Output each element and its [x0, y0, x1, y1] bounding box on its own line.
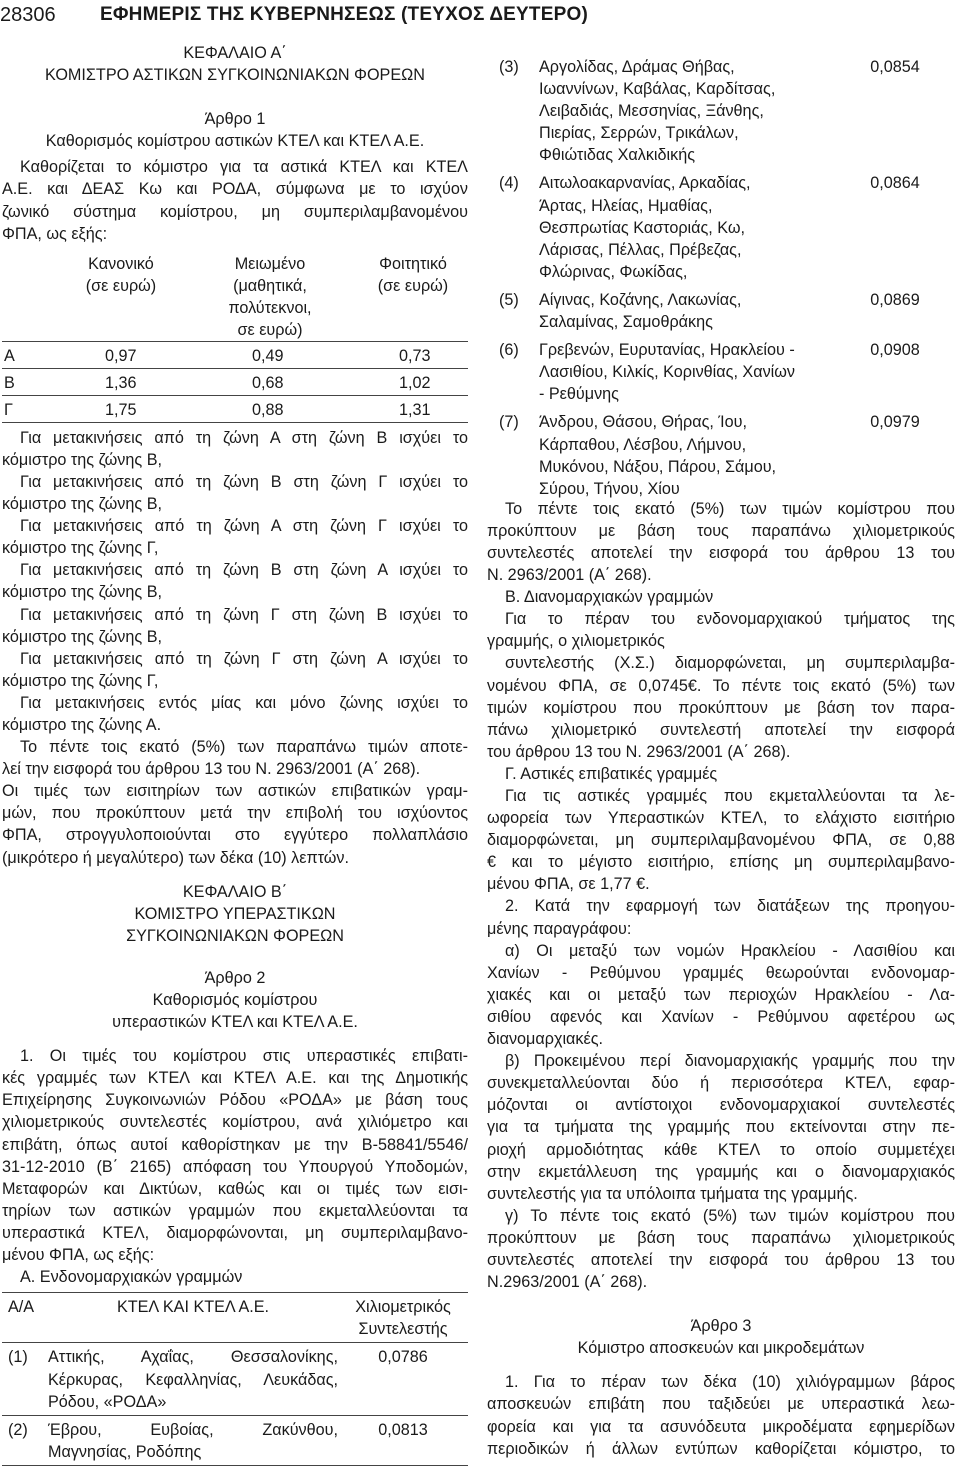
- text-line: νομένου ΦΠΑ, σε 0,0745€. Το πέντε τοις εκατό (5%) των: [487, 676, 955, 695]
- text-line: μόζονται οι αντίστοιχοι ενδονομαρχιακοί συντελεστές: [487, 1096, 955, 1115]
- row-regions: [539, 409, 835, 503]
- header-text: πολύτεκνοι,: [228, 298, 312, 317]
- text-line: πάνω χιλιομετρικό συντελεστή αποτελεί την εισφορά: [487, 720, 955, 739]
- fare-row: [2, 368, 468, 395]
- text-line: στην εκμετάλλευση της γραμμής και ο διανομαρχιακός: [487, 1162, 955, 1181]
- paragraph-contribution: [2, 736, 468, 780]
- zone-rule: [2, 559, 468, 603]
- header-text: Μειωμένο: [234, 254, 306, 273]
- fare-table-header: [2, 253, 468, 341]
- text-line: Μαγνησίας, Ροδόπης: [48, 1442, 202, 1461]
- page-header: [0, 2, 960, 30]
- section-g-paragraph: [487, 785, 955, 895]
- right-column: [487, 54, 955, 1460]
- text-line: υπεραστικά ΚΤΕΛ, διαμορφώνονται, μη συμπεριλαμβανο-: [2, 1223, 468, 1242]
- text-line: κόμιστρο της ζώνης Γ,: [2, 671, 159, 690]
- text-line: συντελεστής (Χ.Σ.) διαμορφώνεται, μη συμπεριλαμβα-: [505, 654, 955, 673]
- student-cell: 1,31: [399, 400, 431, 419]
- text-line: συντελεστής για τα υπόλοιπα τμήματα της γραμμής.: [487, 1184, 858, 1203]
- student-cell: 1,02: [399, 373, 431, 392]
- row-coefficient: 0,0813: [338, 1415, 468, 1465]
- row-number: (2): [2, 1415, 48, 1465]
- chapter-b-subtitle-1: ΚΟΜΙΣΤΡΟ ΥΠΕΡΑΣΤΙΚΩΝ: [134, 904, 336, 923]
- text-line: Αίγινας, Κοζάνης, Λακωνίας,: [539, 290, 742, 309]
- row-regions: [48, 1415, 338, 1465]
- fare-row: [2, 341, 468, 368]
- zone-rule: [2, 471, 468, 515]
- gazette-title: ΕΦΗΜΕΡΙΣ ΤΗΣ ΚΥΒΕΡΝΗΣΕΩΣ (ΤΕΥΧΟΣ ΔΕΥΤΕΡΟ): [100, 4, 588, 25]
- fare-table: [2, 253, 468, 427]
- left-column: [2, 42, 468, 1466]
- text-line: Πιερίας, Σερρών, Τρικάλων,: [539, 124, 739, 143]
- text-line: Ν. 2963/2001 (Α΄ 268).: [487, 566, 652, 585]
- km-table-row: [2, 1415, 468, 1465]
- row-regions: [539, 337, 835, 409]
- km-table-row: [487, 337, 955, 409]
- student-cell: 0,73: [399, 346, 431, 365]
- text-line: Λάρισας, Πέλλας, Πρέβεζας,: [539, 240, 742, 259]
- text-line: Οι τιμές των εισιτηρίων των αστικών επιβατικών γραμ-: [2, 782, 468, 801]
- article-3-paragraph: [487, 1371, 955, 1459]
- text-line: μών, που προκύπτουν μετά την επιβολή του ισχύοντος: [2, 804, 468, 823]
- text-line: Φθιώτιδας Χαλκιδικής: [539, 146, 696, 165]
- text-line: συνεκμεταλλεύονται δύο ή περισσότερα ΚΤΕΛ, εφαρ-: [487, 1074, 955, 1093]
- reduced-cell: 0,68: [252, 373, 284, 392]
- row-number: (6): [499, 341, 519, 360]
- article-3-subtitle: Κόμιστρο αποσκευών και μικροδεμάτων: [577, 1339, 865, 1358]
- text-line: Σαλαμίνας, Σαμοθράκης: [539, 313, 713, 332]
- article-2-title: Άρθρο 2: [204, 968, 266, 987]
- text-line: Σύρου, Τήνου, Χίου: [539, 479, 680, 498]
- text-line: Επιχείρησης Συγκοινωνιών Ρόδου «ΡΟΔΑ» με βάση τους: [2, 1091, 468, 1110]
- row-regions: [539, 287, 835, 337]
- text-line: Κέρκυρας, Κεφαλληνίας, Λευκάδας,: [48, 1370, 338, 1389]
- text-line: κές γραμμές των ΚΤΕΛ και ΚΤΕΛ Α.Ε. και της Δημοτικής: [2, 1069, 468, 1088]
- paragraph-contribution: [487, 498, 955, 586]
- header-aa: Α/Α: [2, 1293, 48, 1343]
- text-line: Ν.2963/2001 (Α΄ 268).: [487, 1273, 648, 1292]
- chapter-a-subtitle: ΚΟΜΙΣΤΡΟ ΑΣΤΙΚΩΝ ΣΥΓΚΟΙΝΩΝΙΑΚΩΝ ΦΟΡΕΩΝ: [45, 66, 425, 85]
- text-line: συντελεστές αποτελεί την εισφορά του άρθρου 13 του: [487, 543, 955, 562]
- text-line: Κάρπαθου, Λέσβου, Λήμνου,: [539, 435, 747, 454]
- text-line: προκύπτουν με βάση τους παραπάνω χιλιομετρικούς: [487, 1228, 955, 1247]
- row-regions: [539, 170, 835, 286]
- row-coefficient: 0,0786: [338, 1343, 468, 1415]
- header-text: Χιλιομετρικός: [355, 1298, 451, 1317]
- paragraph-2b: [487, 1050, 955, 1205]
- text-line: Για μετακινήσεις εντός μίας και μόνο ζώνης ισχύει το: [20, 693, 468, 712]
- header-text: (μαθητικά,: [233, 276, 307, 295]
- regular-cell: 1,36: [105, 373, 137, 392]
- text-line: μένης παραγράφου:: [487, 919, 632, 938]
- article-1-title: Άρθρο 1: [204, 110, 266, 129]
- zone-cell: Γ: [4, 400, 13, 419]
- text-line: Το πέντε τοις εκατό (5%) των τιμών κομίστρου που: [505, 499, 955, 518]
- text-line: μένου ΦΠΑ, ως εξής:: [2, 1246, 155, 1265]
- text-line: Θεσπρωτίας Καστοριάς, Κω,: [539, 218, 746, 237]
- text-line: Αττικής, Αχαΐας, Θεσσαλονίκης,: [48, 1348, 338, 1367]
- text-line: β) Προκειμένου περί διανομαρχιακής γραμμής που την: [505, 1052, 955, 1071]
- article-2-subtitle-1: Καθορισμός κομίστρου: [152, 991, 318, 1009]
- header-regular: [66, 253, 176, 297]
- text-line: Για μετακινήσεις από τη ζώνη Α στη ζώνη Γ ισχύει το: [20, 517, 468, 536]
- section-b-paragraph: [487, 608, 955, 763]
- text-line: Άρτας, Ηλείας, Ημαθίας,: [539, 196, 713, 215]
- article-2-subtitle-2: υπεραστικών ΚΤΕΛ και ΚΤΕΛ Α.Ε.: [112, 1013, 358, 1032]
- row-number: (4): [499, 174, 519, 193]
- text-line: Ρόδου, «ΡΟΔΑ»: [48, 1392, 167, 1411]
- text-line: φορεία και για τα ασυνόδευτα μικροδέματα εφημερίδων: [487, 1417, 955, 1436]
- reduced-cell: 0,88: [252, 400, 284, 419]
- regular-cell: 1,75: [105, 400, 137, 419]
- text-line: Μυκόνου, Νάξου, Πάρου, Σάμου,: [539, 457, 777, 476]
- zone-rule: [2, 427, 468, 471]
- km-table-header: [2, 1293, 468, 1343]
- text-line: 1. Οι τιμές του κομίστρου στις υπεραστικές επιβατι-: [20, 1047, 468, 1066]
- header-text: Συντελεστής: [358, 1320, 448, 1339]
- text-line: τιμών κομίστρου που προκύπτουν με βάση τον παρα-: [487, 698, 955, 717]
- section-g-heading: Γ. Αστικές επιβατικές γραμμές: [505, 764, 718, 783]
- text-line: Αργολίδας, Δράμας Θήβας,: [539, 58, 735, 76]
- regular-cell: 0,97: [105, 346, 137, 365]
- text-line: 31-12-2010 (Β΄ 2165) απόφαση του Υπουργού Υποδομών,: [2, 1157, 468, 1176]
- text-line: κόμιστρο της ζώνης Β,: [2, 450, 162, 469]
- text-line: τηρίων των αστικών γραμμών που εκμεταλλεύονται τα: [2, 1201, 468, 1220]
- zone-rules: [2, 427, 468, 736]
- paragraph-2c: [487, 1205, 955, 1293]
- text-line: α) Οι μεταξύ των νομών Ηρακλείου - Λασιθίου και: [505, 941, 955, 960]
- section-b-heading: Β. Διανομαρχιακών γραμμών: [505, 588, 714, 607]
- text-line: Ιωαννίνων, Καβάλας, Καρδίτσας,: [539, 80, 776, 99]
- km-table-row: [487, 287, 955, 337]
- chapter-b-subtitle-2: ΣΥΓΚΟΙΝΩΝΙΑΚΩΝ ΦΟΡΕΩΝ: [126, 926, 344, 945]
- text-line: αποσκευών επιβάτη που ταξιδεύει με υπεραστικά λεω-: [487, 1395, 955, 1414]
- header-text: (σε ευρώ): [85, 276, 157, 295]
- text-line: γραμμής, ο χιλιομετρικός: [487, 632, 665, 651]
- row-coefficient: 0,0864: [870, 174, 920, 193]
- text-line: κόμιστρο της ζώνης Γ,: [2, 539, 159, 558]
- header-text: Φοιτητικό: [379, 254, 447, 273]
- paragraph-2a: [487, 940, 955, 1050]
- zone-rule: [2, 604, 468, 648]
- text-line: συντελεστές αποτελεί την εισφορά του άρθρου 13 του: [487, 1250, 955, 1269]
- row-coefficient: 0,0908: [870, 341, 920, 360]
- text-line: ζωνικό σύστημα κομίστρου, μη συμπεριλαμβανομένου: [2, 202, 468, 221]
- text-line: περιοδικών ή άλλων εντύπων καθορίζεται κόμιστρο, το: [487, 1439, 955, 1458]
- text-line: Καθορίζεται το κόμιστρο για τα αστικά ΚΤΕΛ και ΚΤΕΛ: [20, 158, 468, 177]
- paragraph-rounding: [2, 780, 468, 868]
- text-line: μένου ΦΠΑ, σε 1,77 €.: [487, 875, 650, 894]
- text-line: ΦΠΑ, ως εξής:: [2, 224, 108, 243]
- section-a-heading: Α. Ενδονομαρχιακών γραμμών: [20, 1268, 243, 1287]
- km-coefficient-table-continued: [487, 54, 955, 504]
- reduced-cell: 0,49: [252, 346, 284, 365]
- text-line: 1. Για το πέραν των δέκα (10) χιλιόγραμμων βάρος: [505, 1373, 955, 1392]
- text-line: Λασιθίου, Κιλκίς, Κορινθίας, Χανίων: [539, 363, 796, 382]
- text-line: Μεταφορών και Δικτύων, καθώς και οι τιμές των εισι-: [2, 1179, 468, 1198]
- zone-rule: [2, 692, 468, 736]
- text-line: - Ρεθύμνης: [539, 385, 619, 404]
- text-line: Το πέντε τοις εκατό (5%) των παραπάνω τιμών αποτε-: [20, 738, 468, 757]
- text-line: χιλιομετρικούς συντελεστές κομίστρου, ανά χιλιόμετρο και: [2, 1113, 468, 1132]
- text-line: Για μετακινήσεις από τη ζώνη Γ στη ζώνη Β ισχύει το: [20, 605, 468, 624]
- row-number: (7): [499, 413, 519, 432]
- paragraph-2: [487, 895, 955, 939]
- text-line: Για μετακινήσεις από τη ζώνη Β στη ζώνη Α ισχύει το: [20, 561, 468, 580]
- km-table-row: [2, 1343, 468, 1415]
- chapter-b-title: ΚΕΦΑΛΑΙΟ Β΄: [182, 882, 288, 901]
- header-reduced: [210, 253, 330, 341]
- text-line: προκύπτουν με βάση τους παραπάνω χιλιομετρικούς: [487, 521, 955, 540]
- row-regions: [48, 1343, 338, 1415]
- text-line: Για μετακινήσεις από τη ζώνη Α στη ζώνη Β ισχύει το: [20, 428, 468, 447]
- article-2-paragraph: [2, 1045, 468, 1266]
- text-line: σιθίου αφενός και Χανίων - Ρεθύμνου αφετέρου ως: [487, 1007, 955, 1026]
- chapter-a-title: ΚΕΦΑΛΑΙΟ Α΄: [183, 44, 287, 62]
- article-1-subtitle: Καθορισμός κομίστρου αστικών ΚΤΕΛ και ΚΤΕΛ Α.Ε.: [45, 132, 425, 151]
- text-line: για τα τμήματα της γραμμής που εκτείνονται στην πε-: [487, 1118, 955, 1137]
- km-table-row: [487, 170, 955, 286]
- text-line: Για το πέραν του ενδονομαρχιακού τμήματος της: [505, 610, 955, 629]
- text-line: κόμιστρο της ζώνης Β,: [2, 627, 162, 646]
- text-line: κόμιστρο της ζώνης Α.: [2, 715, 162, 734]
- header-student: [358, 253, 468, 297]
- row-coefficient: 0,0979: [870, 413, 920, 432]
- km-table-row: [487, 54, 955, 170]
- text-line: του άρθρου 13 του Ν. 2963/2001 (Α΄ 268).: [487, 742, 791, 761]
- text-line: διαμορφώνεται, μη συμπεριλαμβανομένου ΦΠΑ, σε 0,88: [487, 831, 955, 850]
- row-coefficient: 0,0869: [870, 290, 920, 309]
- page-number: 28306: [0, 4, 56, 26]
- text-line: Για μετακινήσεις από τη ζώνη Β στη ζώνη Γ ισχύει το: [20, 472, 468, 491]
- intro-paragraph: [2, 156, 468, 244]
- row-coefficient: 0,0854: [870, 58, 920, 76]
- zone-rule: [2, 515, 468, 559]
- text-line: Για μετακινήσεις από τη ζώνη Γ στη ζώνη Α ισχύει το: [20, 649, 468, 668]
- row-number: (3): [499, 58, 519, 76]
- text-line: Φλώρινας, Φωκίδας,: [539, 262, 688, 281]
- header-text: σε ευρώ): [237, 321, 303, 340]
- text-line: (μικρότερο ή μεγαλύτερο) των δέκα (10) λεπτών.: [2, 848, 350, 867]
- row-number: (1): [2, 1343, 48, 1415]
- text-line: γ) Το πέντε τοις εκατό (5%) των τιμών κομίστρου που: [505, 1206, 955, 1225]
- fare-row: [2, 395, 468, 422]
- text-line: επιβάτη, όπως αυτοί καθορίστηκαν με την Β-58841/5546/: [2, 1135, 468, 1154]
- km-coefficient-table: [2, 1292, 468, 1466]
- text-line: Γρεβενών, Ευρυτανίας, Ηρακλείου -: [539, 341, 795, 360]
- text-line: χιακές και οι μεταξύ των περιοχών Ηρακλείου - Λα-: [487, 985, 955, 1004]
- article-3-title: Άρθρο 3: [690, 1317, 752, 1336]
- row-number: (5): [499, 290, 519, 309]
- text-line: Έβρου, Ευβοίας, Ζακύνθου,: [48, 1420, 338, 1439]
- text-line: ωφορεία των Υπεραστικών ΚΤΕΛ, το ελάχιστο εισιτήριο: [487, 809, 955, 828]
- text-line: Λειβαδιάς, Μεσσηνίας, Ξάνθης,: [539, 102, 764, 121]
- zone-cell: Β: [4, 373, 15, 392]
- header-text: (σε ευρώ): [377, 276, 449, 295]
- header-coef: [338, 1293, 468, 1343]
- text-line: Α.Ε. και ΔΕΑΣ Κω και ΡΟΔΑ, σύμφωνα με το ισχύον: [2, 180, 468, 199]
- zone-rule: [2, 648, 468, 692]
- text-line: κόμιστρο της ζώνης Β,: [2, 583, 162, 602]
- text-line: διανομαρχιακές.: [487, 1030, 604, 1049]
- text-line: ριοχή αρμοδιότητας κάθε ΚΤΕΛ το οποίο συμμετέχει: [487, 1140, 955, 1159]
- text-line: Για τις αστικές γραμμές που εκμεταλλεύονται τα λε-: [505, 787, 955, 805]
- row-regions: [539, 54, 835, 170]
- text-line: κόμιστρο της ζώνης Β,: [2, 495, 162, 514]
- text-line: Άνδρου, Θάσου, Θήρας, Ίου,: [539, 413, 747, 432]
- text-line: ΦΠΑ, στρογγυλοποιούνται στο εγγύτερο πολλαπλάσιο: [2, 826, 468, 845]
- header-text: Κανονικό: [88, 254, 154, 273]
- header-ktel: ΚΤΕΛ ΚΑΙ ΚΤΕΛ Α.Ε.: [48, 1293, 338, 1343]
- zone-cell: Α: [4, 346, 15, 365]
- text-line: € και το μέγιστο εισιτήριο, επίσης μη συμπεριλαμβανο-: [487, 853, 955, 872]
- text-line: Χανίων - Ρεθύμνου γραμμές θεωρούνται ενδονομαρ-: [487, 963, 955, 982]
- text-line: λεί την εισφορά του άρθρου 13 του Ν. 2963/2001 (Α΄ 268).: [2, 760, 421, 779]
- km-table-row: [487, 409, 955, 503]
- text-line: 2. Κατά την εφαρμογή των διατάξεων της προηγου-: [505, 897, 955, 916]
- text-line: Αιτωλοακαρνανίας, Αρκαδίας,: [539, 174, 751, 193]
